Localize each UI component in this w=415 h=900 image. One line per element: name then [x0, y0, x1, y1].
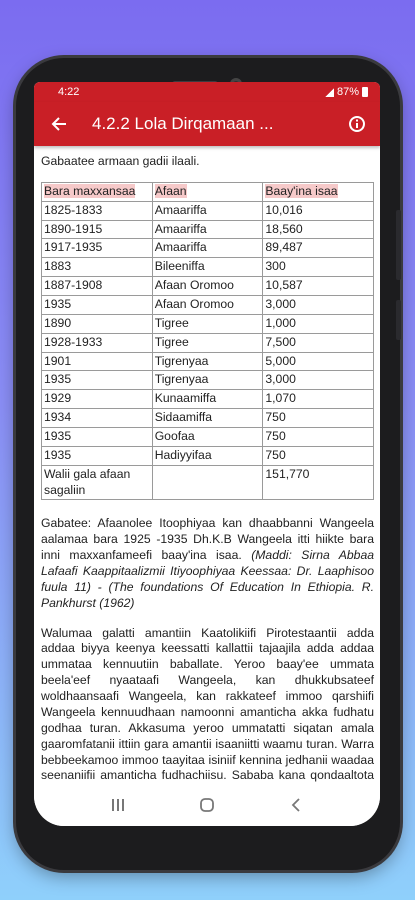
table-cell: Afaan Oromoo [152, 296, 263, 315]
table-caption [41, 516, 374, 611]
table-header-row [42, 182, 374, 201]
table-cell: 3,000 [263, 371, 374, 390]
table-row [42, 296, 374, 315]
volume-button [396, 210, 401, 280]
table-cell: 3,000 [263, 296, 374, 315]
status-time: 4:22 [58, 86, 80, 98]
table-cell [152, 465, 263, 500]
column-header: Bara maxxansaa [42, 182, 153, 201]
column-header: Baay'ina isaa [263, 182, 374, 201]
table-cell: 89,487 [263, 239, 374, 258]
table-cell: Tigrenyaa [152, 352, 263, 371]
signal-icon [325, 88, 334, 97]
table-row [42, 428, 374, 447]
table-cell: 1917-1935 [42, 239, 153, 258]
table-cell: 18,560 [263, 220, 374, 239]
table-cell: 1935 [42, 428, 153, 447]
table-cell: 1935 [42, 371, 153, 390]
table-row [42, 371, 374, 390]
table-cell: Sidaamiffa [152, 409, 263, 428]
page-title: 4.2.2 Lola Dirqamaan ... [92, 114, 274, 133]
table-row [42, 277, 374, 296]
home-icon[interactable] [192, 790, 222, 820]
caption-citation: (Maddi: Sirna Abbaa Lafaafi Kaappitaalizmii Itiyoophiyaa Keessaa: Dr. Laaphisoo fuula 11) - (The foundations Of Education In Ethiopia. R. Pankhurst (1962) [41, 548, 375, 610]
table-row [42, 465, 374, 500]
table-cell: 750 [263, 409, 374, 428]
table-row [42, 446, 374, 465]
back-icon[interactable] [281, 790, 311, 820]
column-header: Afaan [152, 182, 263, 201]
table-row [42, 258, 374, 277]
table-cell: 1825-1833 [42, 201, 153, 220]
table-cell: 1935 [42, 296, 153, 315]
table-cell: 151,770 [263, 465, 374, 500]
app-bar [34, 102, 380, 146]
table-row [42, 220, 374, 239]
table-cell: 1,000 [263, 314, 374, 333]
table-cell: 1928-1933 [42, 333, 153, 352]
table-cell: 750 [263, 446, 374, 465]
table-cell: Walii gala afaan sagaliin [42, 465, 153, 500]
table-cell: 1935 [42, 446, 153, 465]
caption-lead: Gabatee: Afaanolee Itoophiyaa kan dhaabbanni Wangeela aalamaa bara 1925 -1935 Dh.K.B Wangeela itti hiikte bara inni maxxanfameefi baay'ina isaa. [41, 516, 374, 563]
table-cell: Kunaamiffa [152, 390, 263, 409]
intro-text: Gabaatee armaan gadii ilaali. [41, 154, 200, 168]
table-cell: Amaariffa [152, 201, 263, 220]
article-content [34, 146, 380, 796]
table-row [42, 352, 374, 371]
table-cell: Hadiyyifaa [152, 446, 263, 465]
table-cell: Bileeniffa [152, 258, 263, 277]
data-table [41, 182, 374, 501]
info-icon[interactable] [344, 111, 370, 137]
table-cell: 1929 [42, 390, 153, 409]
back-arrow-icon[interactable] [46, 111, 72, 137]
table-cell: 7,500 [263, 333, 374, 352]
battery-percent: 87% [336, 86, 359, 98]
body-paragraph: Walumaa galatti amantiin Kaatolikiifi Pirotestaantii adda addaa biyya keenya keessatti kallattii tajaajila adda addaa ummataa kennuutiin baballate. Yeroo baay'ee ummata beela'eef nyaataafi Wangeela, kan dhukkubsateef woldhaansaafi Wangeela, kan rakkateef immoo qarshiifi Wangeela kennuudhaan namoonni amanticha akka fudhatu godhaa turan. Akkasuma yeroo ummatatti siqatan amala gaaromfatanii ittiin gara amantii isaaniitti waamu turan. Warra bebbeekamoo immoo taayitaa isiniif kennina jedhanii waadaa seenaniifii amanticha fudhachiisu. Sababa kana qondaaltota [41, 625, 374, 783]
table-cell: 10,016 [263, 201, 374, 220]
system-nav-bar [34, 784, 380, 826]
status-bar [34, 82, 380, 102]
table-cell: Tigree [152, 333, 263, 352]
table-row [42, 409, 374, 428]
table-cell: 1883 [42, 258, 153, 277]
table-row [42, 333, 374, 352]
table-cell: 1934 [42, 409, 153, 428]
table-cell: 1890-1915 [42, 220, 153, 239]
screen [34, 82, 380, 826]
table-cell: 750 [263, 428, 374, 447]
status-indicators [325, 86, 368, 98]
table-cell: Amaariffa [152, 239, 263, 258]
table-cell: Tigree [152, 314, 263, 333]
recents-icon[interactable] [103, 790, 133, 820]
table-cell: 1890 [42, 314, 153, 333]
table-cell: Tigrenyaa [152, 371, 263, 390]
table-cell: 10,587 [263, 277, 374, 296]
table-cell: Afaan Oromoo [152, 277, 263, 296]
table-cell: 1901 [42, 352, 153, 371]
table-cell: Goofaa [152, 428, 263, 447]
battery-icon [362, 87, 368, 97]
table-cell: Amaariffa [152, 220, 263, 239]
table-row [42, 239, 374, 258]
table-cell: 1,070 [263, 390, 374, 409]
table-row [42, 201, 374, 220]
power-button [396, 300, 401, 340]
table-row [42, 314, 374, 333]
table-cell: 1887-1908 [42, 277, 153, 296]
table-row [42, 390, 374, 409]
table-cell: 5,000 [263, 352, 374, 371]
table-cell: 300 [263, 258, 374, 277]
